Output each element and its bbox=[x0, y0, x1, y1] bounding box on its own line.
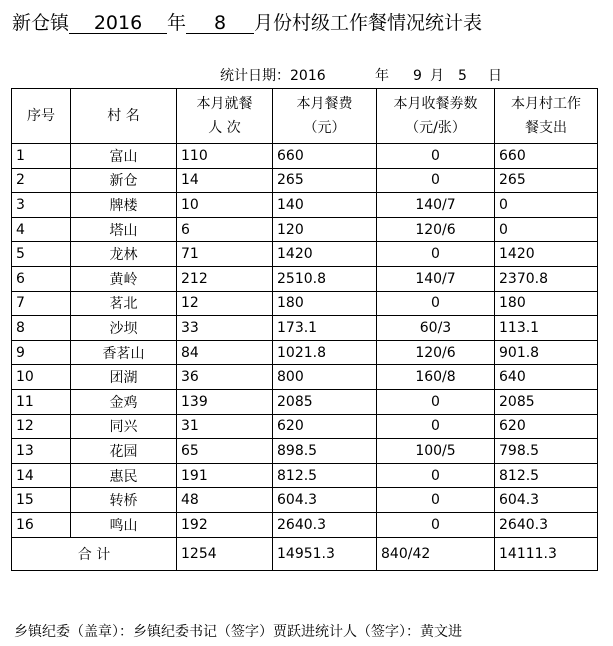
title-month-blank: 8 bbox=[186, 10, 254, 34]
cell-seq: 2 bbox=[12, 168, 71, 193]
cell-seq: 3 bbox=[12, 193, 71, 218]
table-row bbox=[12, 488, 598, 513]
cell-village: 新仓 bbox=[71, 168, 177, 193]
cell-fee: 2085 bbox=[273, 389, 377, 414]
cell-village: 塔山 bbox=[71, 217, 177, 242]
table-header-row bbox=[12, 89, 598, 144]
cell-coupon: 120/6 bbox=[377, 340, 495, 365]
cell-spend: 660 bbox=[495, 144, 598, 169]
cell-diners: 84 bbox=[177, 340, 273, 365]
cell-spend: 265 bbox=[495, 168, 598, 193]
cell-diners: 71 bbox=[177, 242, 273, 267]
cell-fee: 800 bbox=[273, 365, 377, 390]
cell-diners: 191 bbox=[177, 463, 273, 488]
cell-village: 转桥 bbox=[71, 488, 177, 513]
cell-diners: 14 bbox=[177, 168, 273, 193]
cell-fee: 2640.3 bbox=[273, 512, 377, 537]
cell-coupon: 0 bbox=[377, 389, 495, 414]
table-row bbox=[12, 365, 598, 390]
stat-date-day: 5 bbox=[458, 68, 467, 84]
cell-spend: 901.8 bbox=[495, 340, 598, 365]
cell-fee: 2510.8 bbox=[273, 266, 377, 291]
title-year-blank: 2016 bbox=[69, 10, 167, 34]
table-row bbox=[12, 217, 598, 242]
table-total-row bbox=[12, 537, 598, 570]
header-village: 村 名 bbox=[71, 89, 177, 144]
cell-fee: 265 bbox=[273, 168, 377, 193]
cell-seq: 12 bbox=[12, 414, 71, 439]
table-row bbox=[12, 414, 598, 439]
cell-fee: 173.1 bbox=[273, 316, 377, 341]
cell-village: 富山 bbox=[71, 144, 177, 169]
cell-coupon: 0 bbox=[377, 168, 495, 193]
header-diners: 本月就餐 人 次 bbox=[177, 89, 273, 144]
cell-seq: 13 bbox=[12, 439, 71, 464]
cell-seq: 8 bbox=[12, 316, 71, 341]
cell-spend: 604.3 bbox=[495, 488, 598, 513]
page-title bbox=[12, 10, 602, 36]
cell-coupon: 140/7 bbox=[377, 193, 495, 218]
header-spend: 本月村工作 餐支出 bbox=[495, 89, 598, 144]
cell-fee: 1021.8 bbox=[273, 340, 377, 365]
cell-spend: 2640.3 bbox=[495, 512, 598, 537]
cell-village: 牌楼 bbox=[71, 193, 177, 218]
cell-fee: 898.5 bbox=[273, 439, 377, 464]
table-row bbox=[12, 463, 598, 488]
cell-spend: 180 bbox=[495, 291, 598, 316]
cell-fee: 180 bbox=[273, 291, 377, 316]
cell-diners: 6 bbox=[177, 217, 273, 242]
cell-seq: 11 bbox=[12, 389, 71, 414]
table-row bbox=[12, 242, 598, 267]
cell-spend: 113.1 bbox=[495, 316, 598, 341]
stat-date-month-unit: 月 bbox=[430, 68, 444, 84]
cell-village: 鸣山 bbox=[71, 512, 177, 537]
signature-footer: 乡镇纪委（盖章）：乡镇纪委书记（签字）贾跃进统计人（签字）：黄文进 bbox=[14, 624, 462, 640]
table-row bbox=[12, 439, 598, 464]
cell-fee: 604.3 bbox=[273, 488, 377, 513]
cell-coupon: 0 bbox=[377, 414, 495, 439]
cell-seq: 6 bbox=[12, 266, 71, 291]
cell-seq: 4 bbox=[12, 217, 71, 242]
cell-diners: 33 bbox=[177, 316, 273, 341]
cell-fee: 812.5 bbox=[273, 463, 377, 488]
cell-seq: 9 bbox=[12, 340, 71, 365]
header-seq: 序号 bbox=[12, 89, 71, 144]
cell-seq: 10 bbox=[12, 365, 71, 390]
cell-spend: 620 bbox=[495, 414, 598, 439]
cell-coupon: 0 bbox=[377, 242, 495, 267]
cell-village: 黄岭 bbox=[71, 266, 177, 291]
cell-diners: 31 bbox=[177, 414, 273, 439]
cell-diners: 110 bbox=[177, 144, 273, 169]
cell-seq: 1 bbox=[12, 144, 71, 169]
cell-seq: 16 bbox=[12, 512, 71, 537]
stat-date-day-unit: 日 bbox=[488, 68, 502, 84]
header-coupon: 本月收餐劵数 （元/张） bbox=[377, 89, 495, 144]
cell-diners: 48 bbox=[177, 488, 273, 513]
cell-village: 团湖 bbox=[71, 365, 177, 390]
cell-diners: 10 bbox=[177, 193, 273, 218]
cell-village: 惠民 bbox=[71, 463, 177, 488]
cell-fee: 1420 bbox=[273, 242, 377, 267]
cell-spend: 798.5 bbox=[495, 439, 598, 464]
cell-diners: 65 bbox=[177, 439, 273, 464]
total-spend: 14111.3 bbox=[495, 537, 598, 570]
table-row bbox=[12, 266, 598, 291]
cell-seq: 7 bbox=[12, 291, 71, 316]
title-prefix: 新仓镇 bbox=[12, 12, 70, 34]
cell-seq: 5 bbox=[12, 242, 71, 267]
cell-coupon: 0 bbox=[377, 488, 495, 513]
cell-spend: 0 bbox=[495, 217, 598, 242]
cell-village: 花园 bbox=[71, 439, 177, 464]
cell-fee: 620 bbox=[273, 414, 377, 439]
cell-fee: 140 bbox=[273, 193, 377, 218]
cell-village: 龙林 bbox=[71, 242, 177, 267]
meal-stats-table bbox=[11, 88, 598, 571]
cell-fee: 660 bbox=[273, 144, 377, 169]
table-row bbox=[12, 168, 598, 193]
title-suffix: 月份村级工作餐情况统计表 bbox=[254, 12, 483, 34]
cell-diners: 139 bbox=[177, 389, 273, 414]
table-row bbox=[12, 316, 598, 341]
cell-coupon: 120/6 bbox=[377, 217, 495, 242]
table-row bbox=[12, 193, 598, 218]
table-row bbox=[12, 389, 598, 414]
cell-village: 沙坝 bbox=[71, 316, 177, 341]
cell-coupon: 0 bbox=[377, 512, 495, 537]
cell-spend: 0 bbox=[495, 193, 598, 218]
cell-coupon: 0 bbox=[377, 463, 495, 488]
total-diners: 1254 bbox=[177, 537, 273, 570]
cell-village: 茗北 bbox=[71, 291, 177, 316]
cell-fee: 120 bbox=[273, 217, 377, 242]
total-coupon: 840/42 bbox=[377, 537, 495, 570]
cell-spend: 812.5 bbox=[495, 463, 598, 488]
table-row bbox=[12, 291, 598, 316]
total-fee: 14951.3 bbox=[273, 537, 377, 570]
cell-coupon: 100/5 bbox=[377, 439, 495, 464]
cell-spend: 2085 bbox=[495, 389, 598, 414]
cell-village: 同兴 bbox=[71, 414, 177, 439]
cell-coupon: 0 bbox=[377, 291, 495, 316]
table-row bbox=[12, 340, 598, 365]
cell-village: 金鸡 bbox=[71, 389, 177, 414]
stat-date-month: 9 bbox=[413, 68, 422, 84]
cell-diners: 192 bbox=[177, 512, 273, 537]
title-year-suffix: 年 bbox=[167, 12, 187, 34]
cell-diners: 12 bbox=[177, 291, 273, 316]
table-row bbox=[12, 512, 598, 537]
cell-seq: 14 bbox=[12, 463, 71, 488]
cell-coupon: 60/3 bbox=[377, 316, 495, 341]
total-label: 合 计 bbox=[12, 537, 177, 570]
cell-coupon: 0 bbox=[377, 144, 495, 169]
cell-coupon: 140/7 bbox=[377, 266, 495, 291]
cell-spend: 1420 bbox=[495, 242, 598, 267]
cell-village: 香茗山 bbox=[71, 340, 177, 365]
cell-spend: 640 bbox=[495, 365, 598, 390]
cell-spend: 2370.8 bbox=[495, 266, 598, 291]
header-fee: 本月餐费 （元） bbox=[273, 89, 377, 144]
table-row bbox=[12, 144, 598, 169]
stat-date-year-unit: 年 bbox=[375, 68, 389, 84]
cell-seq: 15 bbox=[12, 488, 71, 513]
cell-diners: 212 bbox=[177, 266, 273, 291]
stat-date-label: 统计日期：2016 bbox=[220, 68, 326, 84]
cell-diners: 36 bbox=[177, 365, 273, 390]
cell-coupon: 160/8 bbox=[377, 365, 495, 390]
